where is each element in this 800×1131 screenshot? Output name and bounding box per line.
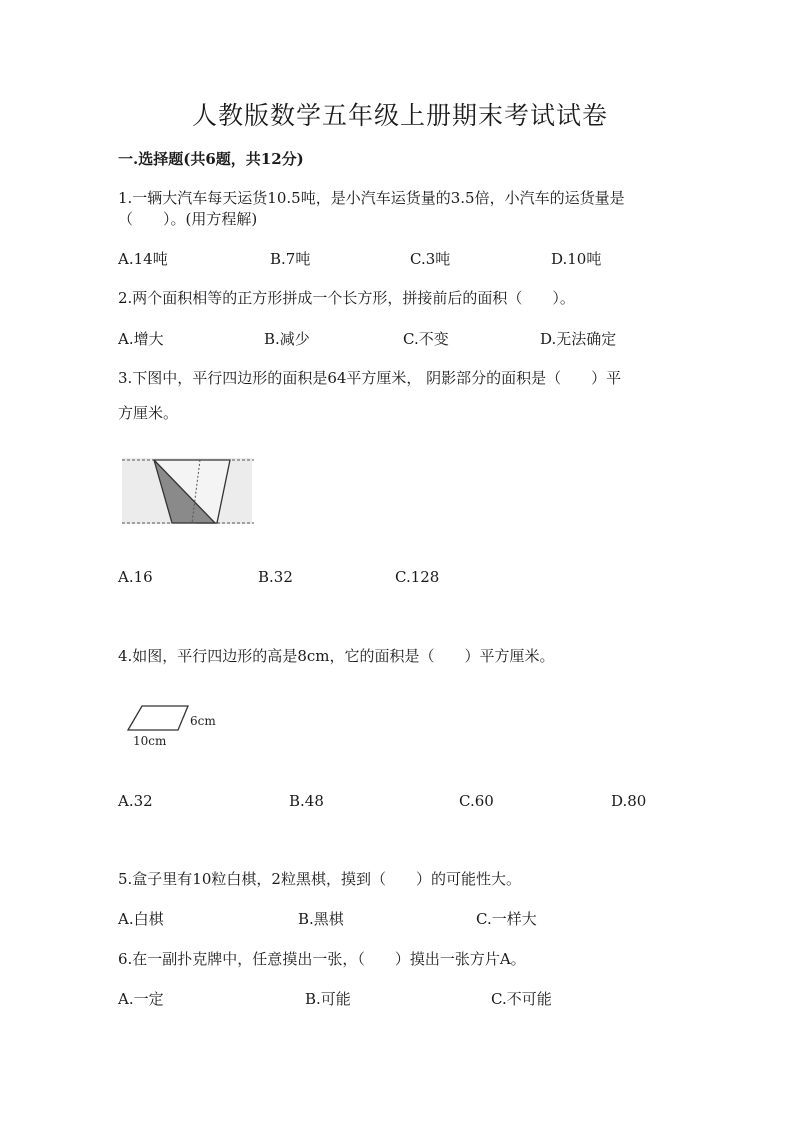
question-3-figure	[122, 456, 254, 528]
question-2-text: 2.两个面积相等的正方形拼成一个长方形，拼接前后的面积（ ）。	[118, 289, 575, 307]
question-1-option-c[interactable]: C.3吨	[410, 250, 451, 268]
question-3-text-line2: 方厘米。	[118, 404, 179, 422]
question-2-option-c[interactable]: C.不变	[403, 330, 449, 348]
question-6-option-a[interactable]: A.一定	[118, 990, 164, 1008]
question-3-option-b[interactable]: B.32	[258, 568, 293, 586]
base-label: 10cm	[133, 734, 167, 748]
question-6-text: 6.在一副扑克牌中，任意摸出一张，（ ）摸出一张方片A。	[118, 950, 526, 968]
question-4-text: 4.如图，平行四边形的高是8cm，它的面积是（ ）平方厘米。	[118, 647, 555, 665]
question-2-option-b[interactable]: B.减少	[264, 330, 310, 348]
question-2-option-a[interactable]: A.增大	[118, 330, 164, 348]
question-5-text: 5.盒子里有10粒白棋，2粒黑棋，摸到（ ）的可能性大。	[118, 870, 521, 888]
question-6-option-c[interactable]: C.不可能	[491, 990, 552, 1008]
question-3-option-a[interactable]: A.16	[118, 568, 153, 586]
question-1-option-b[interactable]: B.7吨	[270, 250, 311, 268]
question-1-text-line2: （ ）。(用方程解)	[118, 210, 258, 228]
question-5-option-b[interactable]: B.黑棋	[298, 910, 344, 928]
question-3-text-line1: 3.下图中，平行四边形的面积是64平方厘米， 阴影部分的面积是（ ）平	[118, 369, 622, 387]
question-1-option-a[interactable]: A.14吨	[118, 250, 168, 268]
side-label: 6cm	[190, 714, 216, 728]
question-5-option-a[interactable]: A.白棋	[118, 910, 164, 928]
question-4-option-d[interactable]: D.80	[611, 792, 647, 810]
question-4-option-a[interactable]: A.32	[118, 792, 153, 810]
page-title: 人教版数学五年级上册期末考试试卷	[191, 101, 608, 130]
question-5-option-c[interactable]: C.一样大	[476, 910, 537, 928]
question-1-option-d[interactable]: D.10吨	[551, 250, 602, 268]
question-2-option-d[interactable]: D.无法确定	[540, 330, 617, 348]
question-3-option-c[interactable]: C.128	[395, 568, 440, 586]
question-6-option-b[interactable]: B.可能	[305, 990, 351, 1008]
question-4-option-b[interactable]: B.48	[289, 792, 324, 810]
parallelogram-shape	[128, 706, 188, 730]
question-4-figure	[122, 700, 232, 750]
section-heading: 一.选择题(共6题，共12分)	[118, 150, 304, 168]
question-1-text-line1: 1.一辆大汽车每天运货10.5吨，是小汽车运货量的3.5倍，小汽车的运货量是	[118, 189, 625, 207]
question-4-option-c[interactable]: C.60	[459, 792, 494, 810]
